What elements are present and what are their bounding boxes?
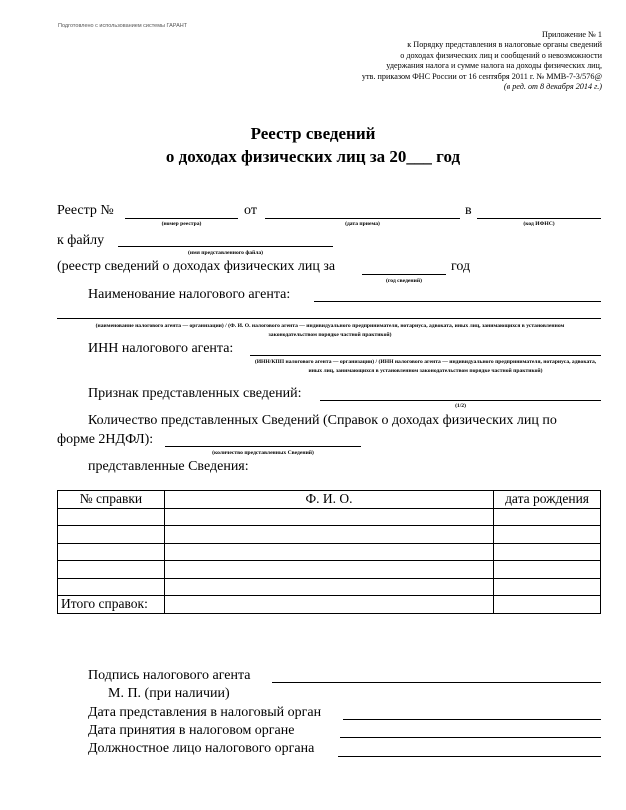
table-cell[interactable]: [494, 508, 601, 526]
table-cell[interactable]: [164, 508, 493, 526]
year-row-label: (реестр сведений о доходах физических лиц за: [57, 259, 336, 274]
registry-ifns-caption: (код ИФНС): [523, 221, 555, 227]
presented-label: представленные Сведения:: [88, 459, 249, 474]
agent-name-label: Наименование налогового агента:: [88, 287, 291, 302]
document-title-line1: Реестр сведений: [250, 124, 376, 143]
agent-name-field[interactable]: [314, 301, 601, 302]
registry-date-label: от: [244, 203, 257, 218]
sign-field[interactable]: [320, 400, 601, 401]
appendix-line: о доходах физических лиц и сообщений о невозможности: [400, 50, 602, 60]
table-cell[interactable]: [58, 526, 165, 544]
table-header-row: [58, 491, 601, 509]
file-label: к файлу: [57, 233, 105, 248]
agent-signature-field[interactable]: [272, 682, 601, 683]
appendix-edition: (в ред. от 8 декабря 2014 г.): [503, 82, 602, 92]
appendix-line: к Порядку представления в налоговые органы сведений: [407, 40, 602, 50]
registry-date-field[interactable]: [265, 218, 460, 219]
sign-label: Признак представленных сведений:: [88, 386, 302, 401]
file-name-caption: (имя представленного файла): [187, 250, 264, 256]
table-cell[interactable]: [164, 526, 493, 544]
table-row: [58, 543, 601, 561]
registry-date-caption: (дата приема): [345, 221, 380, 227]
count-field[interactable]: [165, 446, 361, 447]
table-cell[interactable]: [58, 508, 165, 526]
appendix-line: Приложение № 1: [542, 30, 602, 39]
stamp-label: М. П. (при наличии): [108, 686, 230, 701]
inn-field[interactable]: [250, 355, 601, 356]
year-caption: (год сведений): [386, 278, 422, 284]
table-cell[interactable]: [164, 543, 493, 561]
inn-caption: (ИНН/КПП налогового агента — организации) / (ИНН налогового агента — индивидуального предпринимателя, нотариуса, адвоката, иных лиц, занимающихся в установленном законодательством порядке частной практикой): [254, 359, 597, 374]
registry-ifns-field[interactable]: [477, 218, 601, 219]
col-header-birth-date: дата рождения: [494, 491, 601, 509]
official-label: Должностное лицо налогового органа: [88, 741, 315, 756]
table-total-row: [58, 596, 601, 614]
col-header-full-name: Ф. И. О.: [164, 491, 493, 509]
appendix-header: [272, 30, 602, 92]
agent-signature-label: Подпись налогового агента: [88, 668, 251, 683]
date-received-label: Дата принятия в налоговом органе: [88, 723, 295, 738]
document-title-line2: о доходах физических лиц за 20___ год: [165, 147, 461, 166]
agent-name-field-line2[interactable]: [57, 318, 601, 319]
appendix-line: утв. приказом ФНС России от 16 сентября 2011 г. № ММВ-7-3/576@: [361, 71, 602, 81]
appendix-line: удержания налога и сумме налога на доходы физических лиц,: [386, 61, 602, 71]
certificates-table: [57, 490, 601, 614]
agent-name-caption: (наименование налогового агента — организации) / (Ф. И. О. налогового агента — индивидуального предпринимателя, нотариуса, адвоката, иных лиц, занимающихся в установленном законодательством порядке частной практикой): [95, 323, 565, 338]
date-submitted-field[interactable]: [343, 719, 601, 720]
table-cell[interactable]: [494, 596, 601, 614]
col-header-certificate-number: № справки: [58, 491, 165, 509]
file-name-field[interactable]: [118, 246, 333, 247]
table-row: [58, 578, 601, 596]
registry-number-label: Реестр №: [57, 203, 114, 218]
table-cell[interactable]: [494, 543, 601, 561]
count-label-line1: Количество представленных Сведений (Справок о доходах физических лиц по: [88, 413, 557, 428]
table-row: [58, 561, 601, 579]
date-submitted-label: Дата представления в налоговый орган: [88, 705, 322, 720]
table-cell[interactable]: [164, 596, 493, 614]
table-row: [58, 508, 601, 526]
year-field[interactable]: [362, 274, 446, 275]
total-label: Итого справок:: [58, 596, 165, 614]
table-cell[interactable]: [58, 561, 165, 579]
count-label-line2: форме 2НДФЛ):: [57, 432, 154, 447]
table-cell[interactable]: [164, 578, 493, 596]
registry-number-caption: (номер реестра): [161, 221, 202, 227]
prepared-with-garant-note: Подготовлено с использованием системы ГАРАНТ: [58, 23, 188, 29]
table-cell[interactable]: [58, 543, 165, 561]
table-cell[interactable]: [164, 561, 493, 579]
registry-ifns-label: в: [465, 203, 472, 218]
count-caption: (количество представленных Сведений): [212, 450, 314, 456]
table-cell[interactable]: [494, 526, 601, 544]
table-cell[interactable]: [58, 578, 165, 596]
table-cell[interactable]: [494, 578, 601, 596]
year-suffix: год: [451, 259, 471, 274]
registry-number-field[interactable]: [125, 218, 238, 219]
inn-label: ИНН налогового агента:: [88, 341, 234, 356]
official-field[interactable]: [338, 756, 601, 757]
table-row: [58, 526, 601, 544]
date-received-field[interactable]: [340, 737, 601, 738]
sign-caption: (1/2): [455, 403, 466, 409]
table-cell[interactable]: [494, 561, 601, 579]
